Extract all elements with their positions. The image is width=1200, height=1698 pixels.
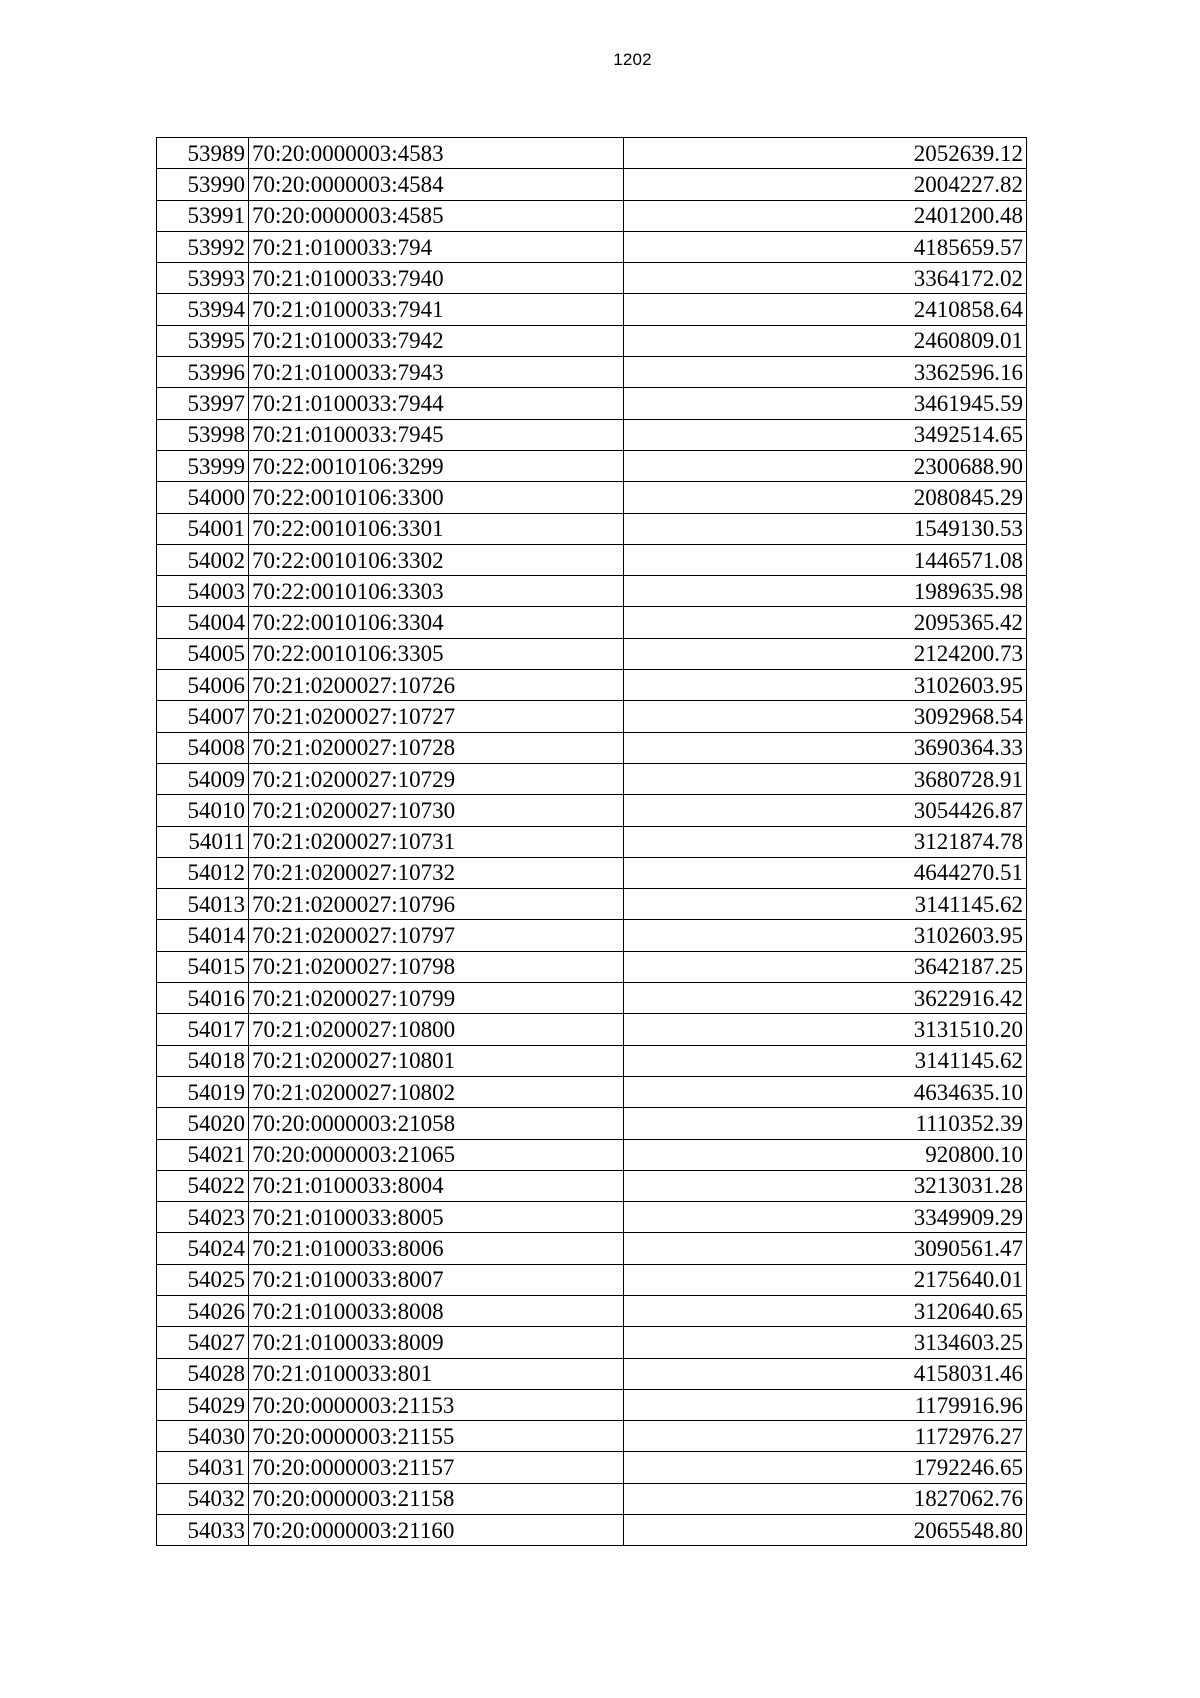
cadastral-number: 70:20:0000003:21157 [249, 1452, 624, 1483]
cadastral-value: 4158031.46 [624, 1358, 1027, 1389]
cadastral-value: 2052639.12 [624, 138, 1027, 169]
cadastral-value: 3102603.95 [624, 670, 1027, 701]
row-number: 54004 [157, 607, 249, 638]
row-number: 54017 [157, 1014, 249, 1045]
table-row [157, 701, 1027, 732]
cadastral-value: 1549130.53 [624, 513, 1027, 544]
cadastral-number: 70:21:0200027:10798 [249, 951, 624, 982]
row-number: 54001 [157, 513, 249, 544]
row-number: 54008 [157, 732, 249, 763]
cadastral-value: 2065548.80 [624, 1515, 1027, 1546]
cadastral-number: 70:21:0200027:10732 [249, 857, 624, 888]
cadastral-number: 70:21:0200027:10799 [249, 983, 624, 1014]
cadastral-value: 2080845.29 [624, 482, 1027, 513]
row-number: 54005 [157, 638, 249, 669]
cadastral-value: 1827062.76 [624, 1483, 1027, 1514]
table-row [157, 294, 1027, 325]
table-row [157, 513, 1027, 544]
row-number: 54011 [157, 826, 249, 857]
cadastral-value-table [156, 137, 1027, 1546]
cadastral-value: 3134603.25 [624, 1327, 1027, 1358]
cadastral-number: 70:21:0200027:10797 [249, 920, 624, 951]
cadastral-value: 4644270.51 [624, 857, 1027, 888]
table-row [157, 1389, 1027, 1420]
row-number: 54003 [157, 576, 249, 607]
table-row [157, 1421, 1027, 1452]
cadastral-value: 1110352.39 [624, 1108, 1027, 1139]
table-row [157, 1014, 1027, 1045]
table-row [157, 1076, 1027, 1107]
cadastral-value: 3090561.47 [624, 1233, 1027, 1264]
cadastral-value: 1179916.96 [624, 1389, 1027, 1420]
row-number: 53989 [157, 138, 249, 169]
cadastral-number: 70:21:0100033:801 [249, 1358, 624, 1389]
cadastral-number: 70:20:0000003:4585 [249, 200, 624, 231]
cadastral-number: 70:21:0200027:10726 [249, 670, 624, 701]
cadastral-value: 2004227.82 [624, 169, 1027, 200]
cadastral-number: 70:22:0010106:3299 [249, 450, 624, 481]
cadastral-value: 4634635.10 [624, 1076, 1027, 1107]
table-row [157, 1327, 1027, 1358]
table-row [157, 138, 1027, 169]
table-row [157, 951, 1027, 982]
cadastral-number: 70:22:0010106:3304 [249, 607, 624, 638]
cadastral-value: 2410858.64 [624, 294, 1027, 325]
cadastral-value: 3054426.87 [624, 795, 1027, 826]
table-row [157, 388, 1027, 419]
cadastral-value: 1172976.27 [624, 1421, 1027, 1452]
table-row [157, 1233, 1027, 1264]
cadastral-value: 2124200.73 [624, 638, 1027, 669]
cadastral-value: 1989635.98 [624, 576, 1027, 607]
row-number: 54015 [157, 951, 249, 982]
cadastral-number: 70:21:0100033:7941 [249, 294, 624, 325]
table-row [157, 1264, 1027, 1295]
cadastral-number: 70:21:0100033:7940 [249, 263, 624, 294]
cadastral-value: 3213031.28 [624, 1170, 1027, 1201]
row-number: 54028 [157, 1358, 249, 1389]
row-number: 53994 [157, 294, 249, 325]
cadastral-value: 3492514.65 [624, 419, 1027, 450]
cadastral-value: 3102603.95 [624, 920, 1027, 951]
table-row [157, 920, 1027, 951]
cadastral-number: 70:21:0200027:10731 [249, 826, 624, 857]
cadastral-value: 3690364.33 [624, 732, 1027, 763]
cadastral-value: 3092968.54 [624, 701, 1027, 732]
table-row [157, 983, 1027, 1014]
table-row [157, 419, 1027, 450]
row-number: 54026 [157, 1295, 249, 1326]
cadastral-value: 3364172.02 [624, 263, 1027, 294]
table-row [157, 826, 1027, 857]
table-row [157, 1108, 1027, 1139]
cadastral-number: 70:22:0010106:3301 [249, 513, 624, 544]
table-row [157, 450, 1027, 481]
cadastral-number: 70:21:0100033:8007 [249, 1264, 624, 1295]
table-row [157, 576, 1027, 607]
row-number: 54025 [157, 1264, 249, 1295]
row-number: 54000 [157, 482, 249, 513]
cadastral-value: 4185659.57 [624, 231, 1027, 262]
cadastral-value: 2095365.42 [624, 607, 1027, 638]
cadastral-number: 70:21:0200027:10800 [249, 1014, 624, 1045]
row-number: 53997 [157, 388, 249, 419]
table-row [157, 544, 1027, 575]
table-row [157, 795, 1027, 826]
cadastral-number: 70:22:0010106:3300 [249, 482, 624, 513]
row-number: 54007 [157, 701, 249, 732]
row-number: 53998 [157, 419, 249, 450]
cadastral-number: 70:20:0000003:21160 [249, 1515, 624, 1546]
cadastral-number: 70:21:0100033:7945 [249, 419, 624, 450]
row-number: 54030 [157, 1421, 249, 1452]
table-row [157, 670, 1027, 701]
row-number: 54033 [157, 1515, 249, 1546]
table-row [157, 857, 1027, 888]
page-number: 1202 [613, 50, 652, 69]
cadastral-value: 3131510.20 [624, 1014, 1027, 1045]
cadastral-value: 3120640.65 [624, 1295, 1027, 1326]
table-row [157, 732, 1027, 763]
cadastral-value: 3349909.29 [624, 1202, 1027, 1233]
cadastral-number: 70:21:0100033:8008 [249, 1295, 624, 1326]
row-number: 54023 [157, 1202, 249, 1233]
table-row [157, 1045, 1027, 1076]
cadastral-value: 3461945.59 [624, 388, 1027, 419]
cadastral-value: 2175640.01 [624, 1264, 1027, 1295]
row-number: 54009 [157, 763, 249, 794]
table-row [157, 1202, 1027, 1233]
row-number: 54020 [157, 1108, 249, 1139]
row-number: 53996 [157, 357, 249, 388]
cadastral-value: 920800.10 [624, 1139, 1027, 1170]
row-number: 53995 [157, 325, 249, 356]
table-row [157, 1139, 1027, 1170]
table-row [157, 357, 1027, 388]
table-row [157, 263, 1027, 294]
row-number: 54012 [157, 857, 249, 888]
cadastral-number: 70:21:0200027:10728 [249, 732, 624, 763]
cadastral-value: 2300688.90 [624, 450, 1027, 481]
row-number: 54024 [157, 1233, 249, 1264]
cadastral-number: 70:22:0010106:3302 [249, 544, 624, 575]
cadastral-number: 70:21:0200027:10729 [249, 763, 624, 794]
table-row [157, 482, 1027, 513]
cadastral-value: 3121874.78 [624, 826, 1027, 857]
cadastral-number: 70:21:0100033:7944 [249, 388, 624, 419]
table-row [157, 638, 1027, 669]
cadastral-value: 3642187.25 [624, 951, 1027, 982]
cadastral-number: 70:21:0100033:7943 [249, 357, 624, 388]
row-number: 54031 [157, 1452, 249, 1483]
cadastral-value: 1446571.08 [624, 544, 1027, 575]
row-number: 54013 [157, 889, 249, 920]
row-number: 54027 [157, 1327, 249, 1358]
table-row [157, 325, 1027, 356]
cadastral-number: 70:21:0100033:794 [249, 231, 624, 262]
cadastral-value: 3362596.16 [624, 357, 1027, 388]
table-row [157, 1483, 1027, 1514]
cadastral-number: 70:21:0200027:10801 [249, 1045, 624, 1076]
cadastral-value: 2460809.01 [624, 325, 1027, 356]
cadastral-value: 2401200.48 [624, 200, 1027, 231]
cadastral-number: 70:21:0100033:8006 [249, 1233, 624, 1264]
row-number: 54016 [157, 983, 249, 1014]
cadastral-number: 70:20:0000003:4584 [249, 169, 624, 200]
table-row [157, 889, 1027, 920]
cadastral-value: 3141145.62 [624, 1045, 1027, 1076]
cadastral-number: 70:21:0200027:10727 [249, 701, 624, 732]
table-body [157, 138, 1027, 1546]
cadastral-value: 3680728.91 [624, 763, 1027, 794]
table-row [157, 1170, 1027, 1201]
row-number: 53999 [157, 450, 249, 481]
row-number: 54032 [157, 1483, 249, 1514]
cadastral-number: 70:21:0200027:10730 [249, 795, 624, 826]
cadastral-value: 3622916.42 [624, 983, 1027, 1014]
row-number: 54029 [157, 1389, 249, 1420]
row-number: 54019 [157, 1076, 249, 1107]
row-number: 54021 [157, 1139, 249, 1170]
cadastral-number: 70:20:0000003:4583 [249, 138, 624, 169]
cadastral-number: 70:21:0200027:10796 [249, 889, 624, 920]
row-number: 53993 [157, 263, 249, 294]
table-row [157, 200, 1027, 231]
row-number: 53991 [157, 200, 249, 231]
table-row [157, 1358, 1027, 1389]
cadastral-number: 70:22:0010106:3303 [249, 576, 624, 607]
cadastral-number: 70:20:0000003:21065 [249, 1139, 624, 1170]
row-number: 53990 [157, 169, 249, 200]
table-row [157, 1452, 1027, 1483]
row-number: 53992 [157, 231, 249, 262]
row-number: 54010 [157, 795, 249, 826]
row-number: 54018 [157, 1045, 249, 1076]
table-row [157, 763, 1027, 794]
cadastral-number: 70:21:0100033:8004 [249, 1170, 624, 1201]
table-row [157, 169, 1027, 200]
row-number: 54006 [157, 670, 249, 701]
row-number: 54022 [157, 1170, 249, 1201]
table-row [157, 1515, 1027, 1546]
row-number: 54014 [157, 920, 249, 951]
table-row [157, 1295, 1027, 1326]
cadastral-number: 70:21:0200027:10802 [249, 1076, 624, 1107]
cadastral-number: 70:20:0000003:21153 [249, 1389, 624, 1420]
cadastral-value: 3141145.62 [624, 889, 1027, 920]
cadastral-number: 70:22:0010106:3305 [249, 638, 624, 669]
row-number: 54002 [157, 544, 249, 575]
cadastral-number: 70:21:0100033:8005 [249, 1202, 624, 1233]
cadastral-number: 70:20:0000003:21155 [249, 1421, 624, 1452]
cadastral-number: 70:20:0000003:21058 [249, 1108, 624, 1139]
table-row [157, 231, 1027, 262]
cadastral-number: 70:20:0000003:21158 [249, 1483, 624, 1514]
cadastral-value: 1792246.65 [624, 1452, 1027, 1483]
cadastral-number: 70:21:0100033:8009 [249, 1327, 624, 1358]
cadastral-number: 70:21:0100033:7942 [249, 325, 624, 356]
table-row [157, 607, 1027, 638]
